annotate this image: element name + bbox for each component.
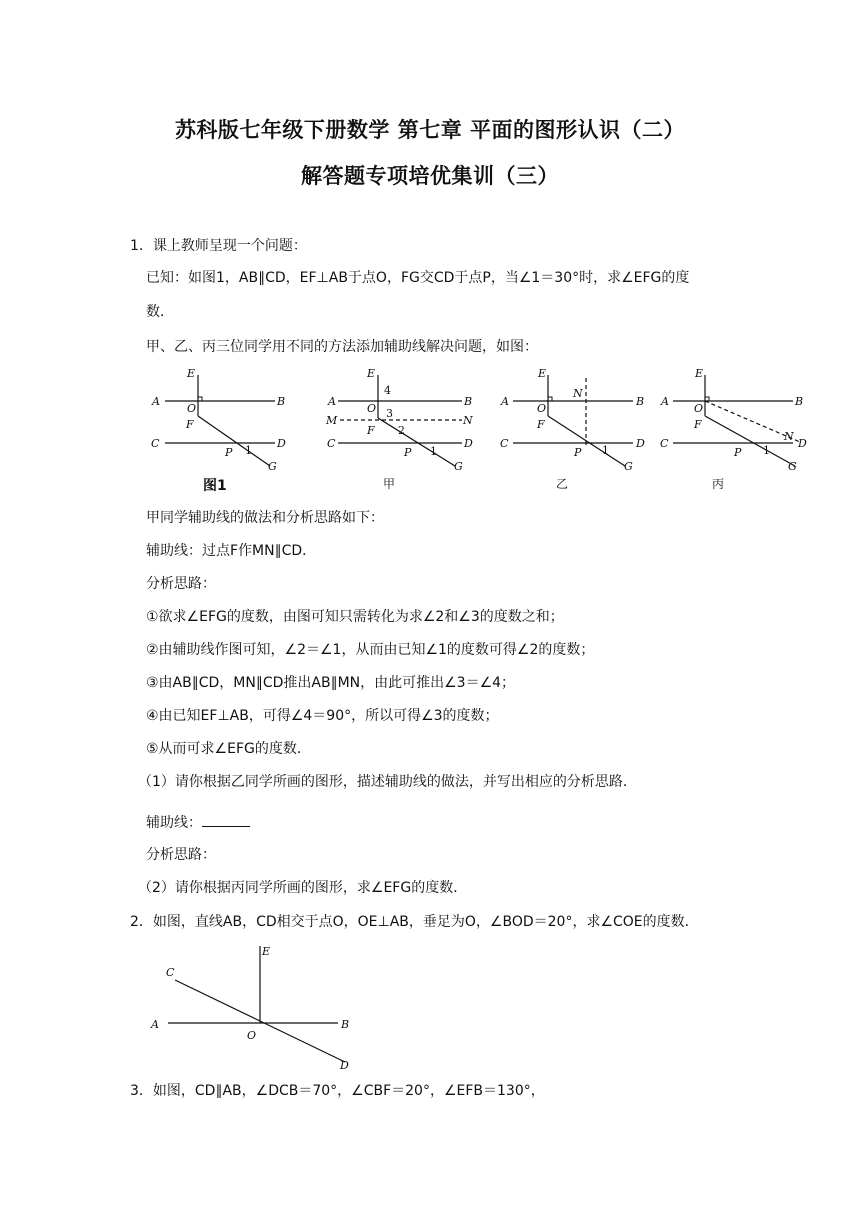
label-C: C <box>151 437 160 450</box>
q2-label-D: D <box>340 1059 349 1072</box>
label-B: B <box>277 395 286 408</box>
label-F: F <box>186 418 194 431</box>
aux-label: 辅助线： <box>146 815 202 831</box>
label-angle-1: 1 <box>763 444 770 457</box>
q1-figures <box>140 362 820 500</box>
label-F: F <box>694 418 702 431</box>
label-E: E <box>367 367 376 380</box>
label-B: B <box>636 395 645 408</box>
label-B: B <box>464 395 473 408</box>
q1-step-5: ⑤从而可求∠EFG的度数． <box>146 741 311 757</box>
label-A: A <box>152 395 160 408</box>
label-P: P <box>225 446 233 459</box>
label-P: P <box>734 446 742 459</box>
label-E: E <box>538 367 547 380</box>
label-angle-4: 4 <box>384 384 391 397</box>
q3-text: 3．如图，CD∥AB，∠DCB＝70°，∠CBF＝20°，∠EFB＝130°， <box>130 1083 545 1099</box>
label-G: G <box>454 460 463 473</box>
label-P: P <box>404 446 412 459</box>
label-D: D <box>798 437 807 450</box>
figure-1 <box>151 367 286 494</box>
label-O: O <box>187 402 197 415</box>
label-F: F <box>537 418 545 431</box>
label-angle-1: 1 <box>430 445 437 458</box>
label-E: E <box>187 367 196 380</box>
q1-step-2: ②由辅助线作图可知，∠2＝∠1，从而由已知∠1的度数可得∠2的度数； <box>146 642 595 658</box>
q2-label-B: B <box>341 1018 350 1031</box>
figure-bing <box>660 367 807 491</box>
label-N: N <box>573 387 583 400</box>
q2-label-E: E <box>262 945 271 958</box>
label-N: N <box>784 430 794 443</box>
q2-label-C: C <box>166 966 175 979</box>
label-O: O <box>694 402 704 415</box>
q1-aux-line: 辅助线：过点F作MN∥CD． <box>146 543 317 559</box>
label-angle-1: 1 <box>245 444 252 457</box>
q2-figure <box>140 938 370 1073</box>
label-P: P <box>574 446 582 459</box>
q1-analysis-head: 分析思路： <box>146 576 216 592</box>
label-A: A <box>328 395 336 408</box>
label-D: D <box>636 437 645 450</box>
label-G: G <box>268 460 277 473</box>
q1-step-1: ①欲求∠EFG的度数，由图可知只需转化为求∠2和∠3的度数之和； <box>146 609 564 625</box>
label-E: E <box>695 367 704 380</box>
q1-intro: 1．课上教师呈现一个问题： <box>130 238 307 254</box>
caption-bing: 丙 <box>712 477 725 491</box>
q1-step-3: ③由AB∥CD，MN∥CD推出AB∥MN，由此可推出∠3＝∠4； <box>146 675 516 691</box>
q1-given-line1: 已知：如图1，AB∥CD，EF⊥AB于点O，FG交CD于点P，当∠1＝30°时，求∠EFG的度 <box>146 270 690 286</box>
caption-yi: 乙 <box>556 477 569 491</box>
document-subtitle: 解答题专项培优集训（三） <box>301 164 559 188</box>
label-M: M <box>326 414 338 427</box>
q2-label-O: O <box>247 1029 257 1042</box>
label-angle-2: 2 <box>398 424 405 437</box>
q1-aux-answer <box>146 812 250 833</box>
q2-label-A: A <box>151 1018 159 1031</box>
q2-text: 2．如图，直线AB，CD相交于点O，OE⊥AB，垂足为O，∠BOD＝20°，求∠COE的度数． <box>130 914 699 930</box>
label-D: D <box>277 437 286 450</box>
label-angle-3: 3 <box>386 407 393 420</box>
label-N: N <box>463 414 473 427</box>
document-title: 苏科版七年级下册数学 第七章 平面的图形认识（二） <box>174 118 686 142</box>
q1-analysis-answer: 分析思路： <box>146 847 216 863</box>
caption-jia: 甲 <box>383 477 396 491</box>
q1-methods: 甲、乙、丙三位同学用不同的方法添加辅助线解决问题，如图： <box>146 339 538 355</box>
label-O: O <box>537 402 547 415</box>
label-angle-1: 1 <box>602 444 609 457</box>
label-C: C <box>500 437 509 450</box>
q1-given-line2: 数． <box>146 304 174 320</box>
q1-step-4: ④由已知EF⊥AB，可得∠4＝90°，所以可得∠3的度数； <box>146 708 499 724</box>
label-C: C <box>327 437 336 450</box>
figure-yi <box>500 367 645 491</box>
label-A: A <box>661 395 669 408</box>
figure-jia <box>325 367 473 491</box>
q1-sub1: （1）请你根据乙同学所画的图形，描述辅助线的做法，并写出相应的分析思路． <box>138 774 637 790</box>
label-A: A <box>501 395 509 408</box>
label-O: O <box>367 402 377 415</box>
label-G: G <box>624 460 633 473</box>
q1-sub2: （2）请你根据丙同学所画的图形，求∠EFG的度数． <box>138 880 468 896</box>
label-D: D <box>464 437 473 450</box>
answer-blank[interactable] <box>202 812 250 827</box>
q1-jia-head: 甲同学辅助线的做法和分析思路如下： <box>146 510 384 526</box>
label-F: F <box>367 424 375 437</box>
label-C: C <box>660 437 669 450</box>
caption-fig1: 图1 <box>203 478 227 494</box>
label-B: B <box>795 395 804 408</box>
label-G: G <box>788 460 797 473</box>
